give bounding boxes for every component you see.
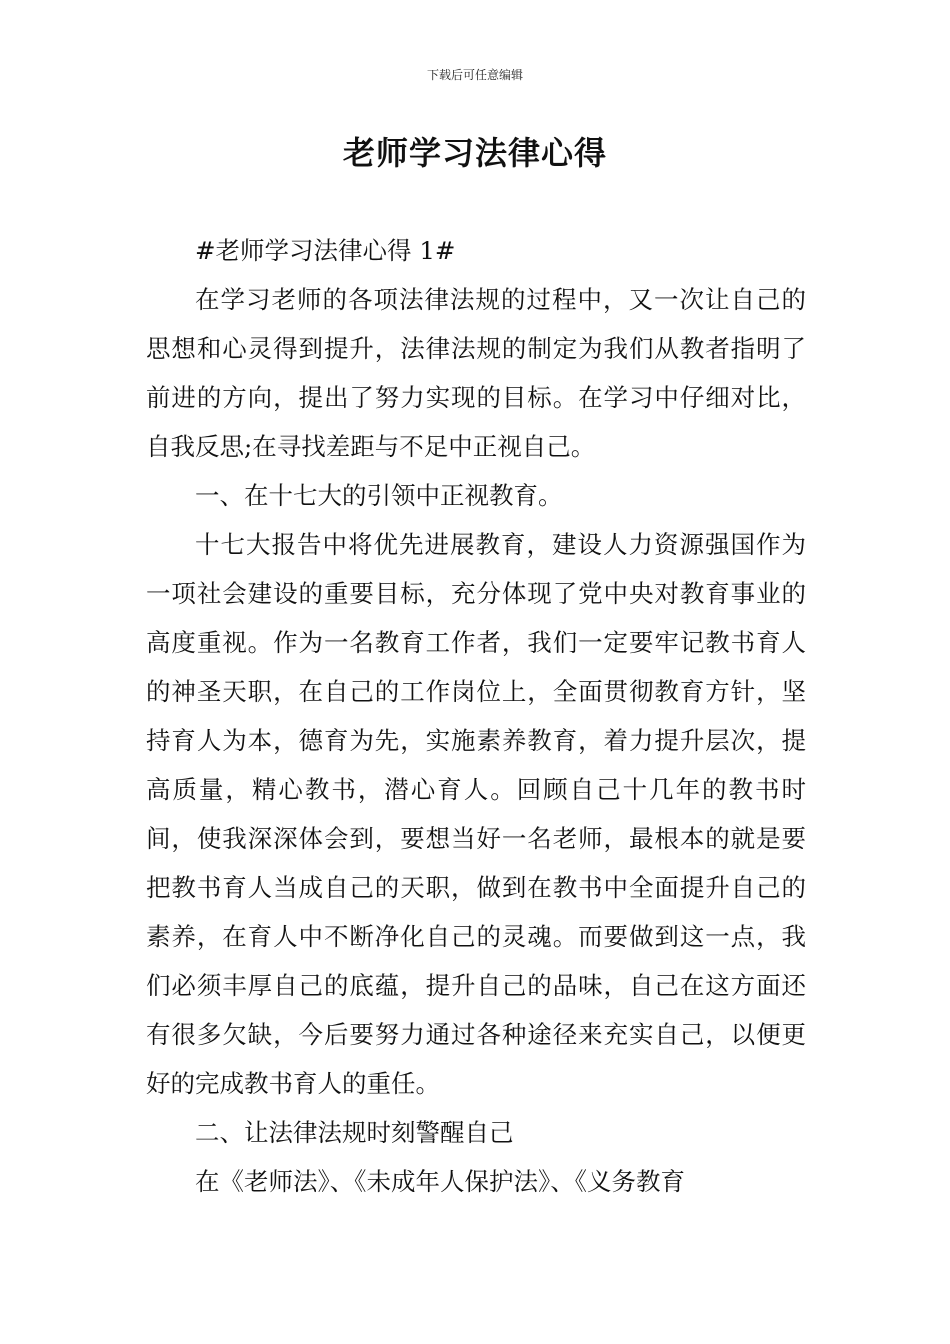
document-body bbox=[146, 226, 806, 1206]
document-title: 老师学习法律心得 bbox=[342, 134, 607, 172]
section-heading-one: 一、在十七大的引领中正视教育。 bbox=[195, 481, 563, 510]
paragraph-intro: 在学习老师的各项法律法规的过程中，又一次让自己的思想和心灵得到提升，法律法规的制定为我们从教者指明了前进的方向，提出了努力实现的目标。在学习中仔细对比，自我反思;在寻找差距与不足中正视自己。 bbox=[146, 285, 806, 461]
header-note: 下载后可任意编辑 bbox=[426, 68, 523, 82]
paragraph-laws: 在《老师法》、《未成年人保护法》、《义务教育 bbox=[195, 1167, 685, 1196]
paragraph-education: 十七大报告中将优先进展教育，建设人力资源强国作为一项社会建设的重要目标，充分体现了党中央对教育事业的高度重视。作为一名教育工作者，我们一定要牢记教书育人的神圣天职，在自己的工作岗位上，全面贯彻教育方针，坚持育人为本，德育为先，实施素养教育，着力提升层次，提高质量，精心教书，潜心育人。回顾自己十几年的教书时间，使我深深体会到，要想当好一名老师，最根本的就是要把教书育人当成自己的天职，做到在教书中全面提升自己的素养，在育人中不断净化自己的灵魂。而要做到这一点，我们必须丰厚自己的底蕴，提升自己的品味，自己在这方面还有很多欠缺，今后要努力通过各种途径来充实自己，以便更好的完成教书育人的重任。 bbox=[146, 530, 806, 1098]
section-heading-two: 二、让法律法规时刻警醒自己 bbox=[195, 1118, 514, 1147]
section-heading-1: #老师学习法律心得 1# bbox=[195, 236, 456, 265]
